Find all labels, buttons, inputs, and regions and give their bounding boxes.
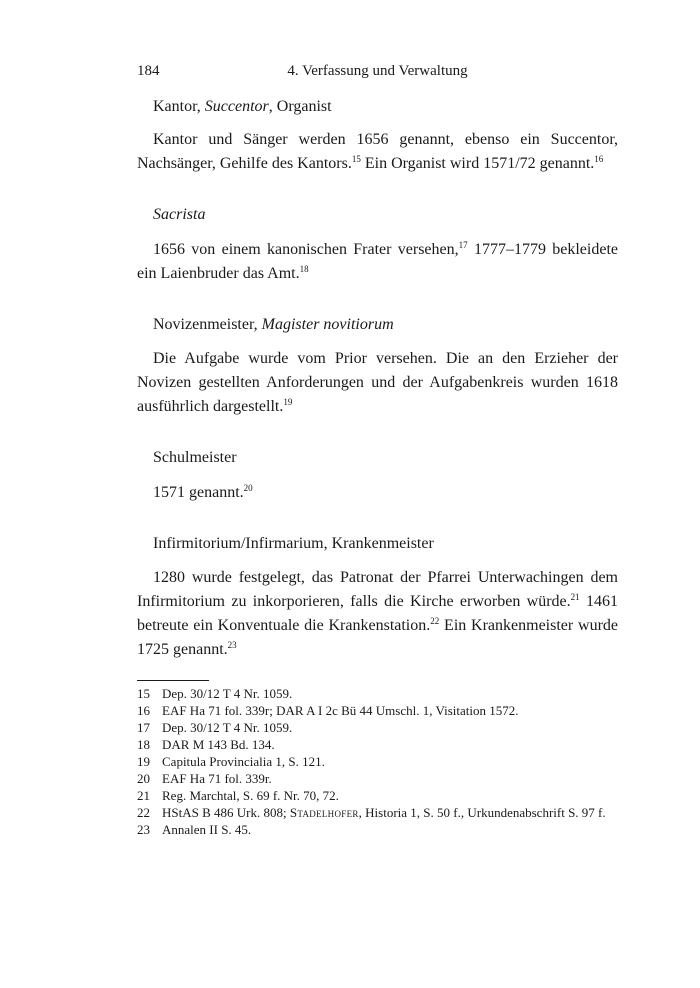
paragraph-novizenmeister: Die Aufgabe wurde vom Prior versehen. Die an den Erzieher der Novizen gestellten Anforderungen und der Aufgabenkreis wurden 1618 ausführlich dargestellt.$^{19}$ xyxy=(137,350,618,415)
paragraph-kantor: Kantor und Sänger werden 1656 genannt, ebenso ein Succentor, Nachsänger, Gehilfe des Kantors.$^{15}$ Ein Organist wird 1571/72 genannt.$^{16}$ xyxy=(137,131,618,172)
page-number: 184 xyxy=(137,63,160,79)
footnote: 23 Annalen II S. 45. xyxy=(137,822,252,837)
section-heading-schulmeister: Schulmeister xyxy=(153,449,237,466)
footnote: 18 DAR M 143 Bd. 134. xyxy=(137,737,275,752)
paragraph-sacrista: 1656 von einem kanonischen Frater versehen,$^{17}$ 1777–1779 bekleidete ein Laienbruder das Amt.$^{18}$ xyxy=(137,240,618,282)
footnotes xyxy=(137,686,618,839)
paragraph-schulmeister: 1571 genannt.$^{20}$ xyxy=(153,483,253,501)
section-heading-infirmitorium: Infirmitorium/Infirmarium, Krankenmeister xyxy=(153,535,434,552)
footnote-separator xyxy=(137,680,209,681)
footnote: 16 EAF Ha 71 fol. 339r; DAR A I 2c Bü 44 Umschl. 1, Visitation 1572. xyxy=(137,703,519,718)
main-text xyxy=(137,93,618,662)
section-heading-kantor: Kantor, Succentor, Organist xyxy=(153,98,332,115)
footnote: 22 HStAS B 486 Urk. 808; Stadelhofer, Historia 1, S. 50 f., Urkundenabschrift S. 97 f. xyxy=(137,805,606,820)
section-heading-sacrista: Sacrista xyxy=(153,206,206,223)
footnote: 17 Dep. 30/12 T 4 Nr. 1059. xyxy=(137,720,293,735)
section-heading-novizenmeister: Novizenmeister, Magister novitiorum xyxy=(153,316,394,333)
footnote: 20 EAF Ha 71 fol. 339r. xyxy=(137,771,272,786)
running-header xyxy=(137,63,618,85)
footnote: 15 Dep. 30/12 T 4 Nr. 1059. xyxy=(137,686,293,701)
paragraph-infirmitorium: 1280 wurde festgelegt, das Patronat der Pfarrei Unterwachingen dem Infirmitorium zu inkorporieren, falls die Kirche erworben würde.$^{21}$ 1461 betreute ein Konventuale die Krankenstation.$^{22}$ Ein Krankenmeister wurde 1725 genannt.$^{23}$ xyxy=(137,569,619,658)
footnote: 21 Reg. Marchtal, S. 69 f. Nr. 70, 72. xyxy=(137,788,339,803)
footnote: 19 Capitula Provincialia 1, S. 121. xyxy=(137,754,325,769)
running-title: 4. Verfassung und Verwaltung xyxy=(287,63,468,79)
